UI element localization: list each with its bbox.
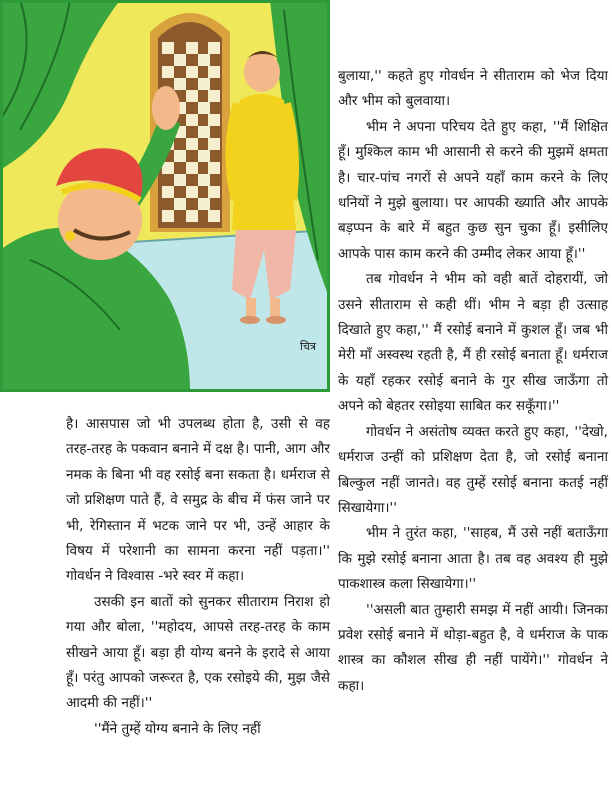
- paragraph: बुलाया,'' कहते हुए गोवर्धन ने सीताराम को भेज दिया और भीम को बुलवाया।: [338, 68, 608, 110]
- paragraph: उसकी इन बातों को सुनकर सीताराम निराश हो गया और बोला, ''महोदय, आपसे तरह-तरह के काम सीखने आया हूँ। बड़ा ही योग्य बनने के इरादे से आया हूँ। परंतु आपको जरूरत है, एक रसोइये की, मुझ जैसे आदमी की नहीं।'': [66, 593, 330, 712]
- paragraph: ''मैंने तुम्हें योग्य बनाने के लिए नहीं: [94, 720, 261, 737]
- left-text-column: [66, 412, 330, 742]
- artist-signature: चित्र: [300, 340, 316, 353]
- paragraph: ''असली बात तुम्हारी समझ में नहीं आयी। जिनका प्रवेश रसोई बनाने में थोड़ा-बहुत है, वे धर्मराज के पाक शास्त्र का कौशल सीख ही नहीं पायेंगे।'' गोवर्धन ने कहा।: [338, 601, 608, 694]
- paragraph: है। आसपास जो भी उपलब्ध होता है, उसी से वह तरह-तरह के पकवान बनाने में दक्ष है। पानी, आग और नमक के बिना भी वह रसोई बना सकता है। धर्मराज से जो प्रशिक्षण पाते हैं, वे समुद्र के बीच में फंस जाने पर भी, रेगिस्तान में भटक जाने पर भी, उन्हें आहार के विषय में परेशानी का सामना करना नहीं पड़ता।'' गोवर्धन ने विश्वास -भरे स्वर में कहा।: [66, 416, 330, 585]
- paragraph: भीम ने अपना परिचय देते हुए कहा, ''मैं शिक्षित हूँ। मुश्किल काम भी आसानी से करने की मुझमें क्षमता है। चार-पांच नगरों से अपने यहाँ काम करने के लिए धनियों ने मुझे बुलाया। पर आपकी ख्याति और आपके बड़प्पन के बारे में बहुत कुछ सुन चुका हूँ। इसीलिए आपके पास काम करने की उम्मीद लेकर आया हूँ।'': [338, 118, 608, 262]
- right-text-column: [338, 64, 608, 699]
- paragraph: गोवर्धन ने असंतोष व्यक्त करते हुए कहा, ''देखो, धर्मराज उन्हीं को प्रशिक्षण देता है, जो रसोई बनाना बिल्कुल नहीं जानते। वह तुम्हें रसोई बनाना कतई नहीं सिखायेगा।'': [338, 423, 608, 516]
- paragraph: भीम ने तुरंत कहा, ''साहब, मैं उसे नहीं बताऊँगा कि मुझे रसोई बनाना आता है। तब वह अवश्य ही मुझे पाकशास्त्र कला सिखायेगा।'': [338, 525, 608, 593]
- comic-illustration: [0, 0, 330, 392]
- paragraph: तब गोवर्धन ने भीम को वही बातें दोहरायीं, जो उसने सीताराम से कही थीं। भीम ने बड़ा ही उत्साह दिखाते हुए कहा,'' मैं रसोई बनाने में कुशल हूँ। जब भी मेरी माँ अस्वस्थ रहती है, मैं ही रसोई बनाता हूँ। धर्मराज के यहाँ रहकर रसोई बनाने के गुर सीख जाऊँगा तो अपने को बेहतर रसोइया साबित कर सकूँगा।'': [338, 271, 608, 415]
